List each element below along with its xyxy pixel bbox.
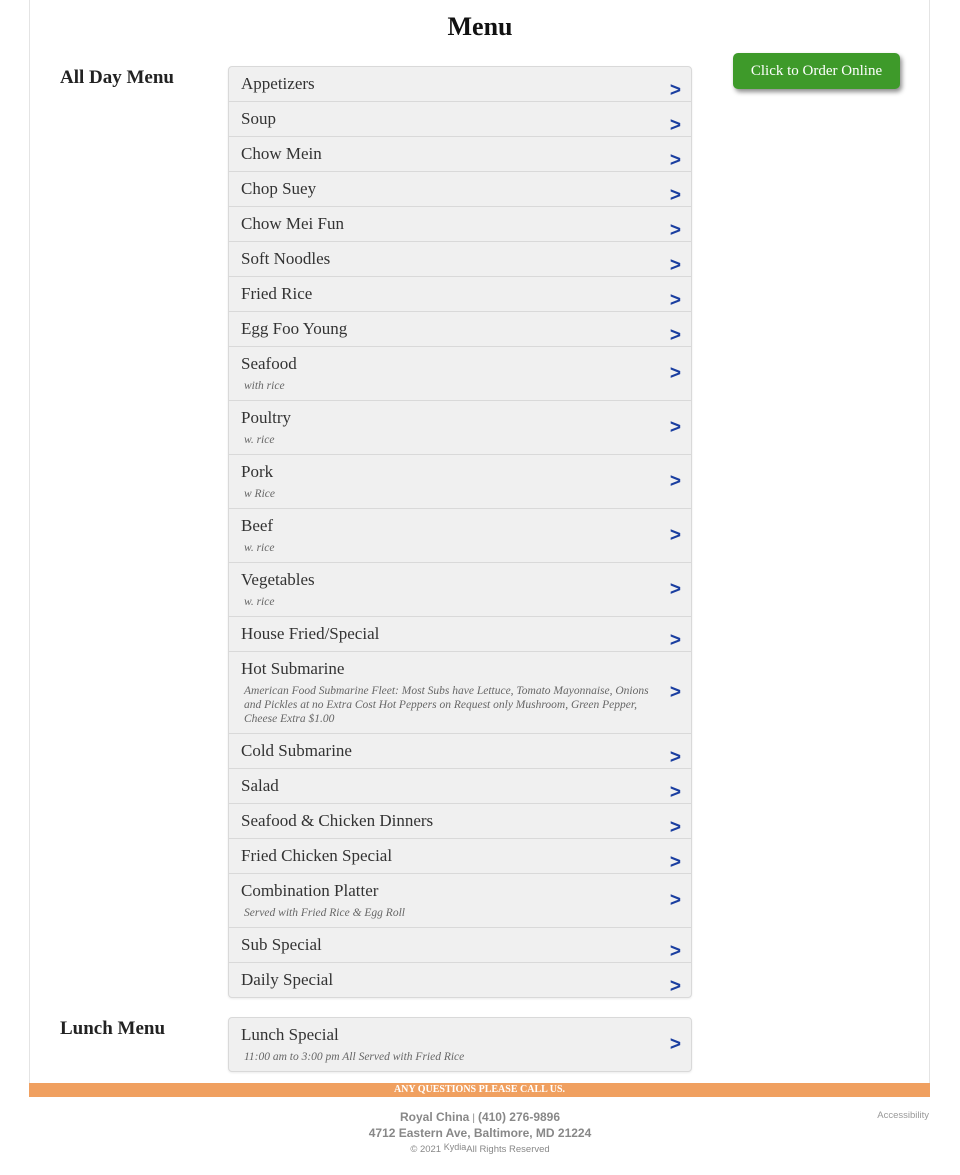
menu-item-name: Salad — [241, 776, 279, 795]
menu-item-fried-rice[interactable] — [229, 277, 691, 312]
kydia-link[interactable]: Kydia — [443, 1142, 467, 1152]
chevron-right-icon: > — [669, 150, 681, 171]
menu-item-name: Soup — [241, 109, 276, 128]
chevron-right-icon: > — [669, 115, 681, 136]
chevron-right-icon: > — [669, 416, 681, 438]
section-label-all-day: All Day Menu — [60, 67, 174, 88]
menu-item-name: Chow Mei Fun — [241, 214, 344, 233]
menu-item-vegetables[interactable] — [229, 563, 691, 617]
menu-item-name: Egg Foo Young — [241, 319, 348, 338]
menu-item-poultry[interactable] — [229, 401, 691, 455]
menu-item-soup[interactable] — [229, 102, 691, 137]
menu-item-soft-noodles[interactable] — [229, 242, 691, 277]
address: 4712 Eastern Ave, Baltimore, MD 21224 — [368, 1126, 592, 1140]
chevron-right-icon: > — [669, 325, 681, 346]
menu-item-daily-special[interactable] — [229, 963, 691, 997]
menu-item-fried-chicken-special[interactable] — [229, 839, 691, 874]
chevron-right-icon: > — [669, 941, 681, 962]
menu-item-description: w. rice — [244, 596, 275, 608]
menu-item-description: with rice — [244, 380, 285, 392]
chevron-right-icon: > — [669, 630, 681, 651]
chevron-right-icon: > — [669, 852, 681, 873]
menu-item-name: Seafood & Chicken Dinners — [241, 811, 434, 830]
menu-item-name: Daily Special — [241, 970, 334, 989]
menu-item-name: Chop Suey — [241, 179, 317, 198]
chevron-right-icon: > — [669, 817, 681, 838]
chevron-right-icon: > — [669, 782, 681, 803]
chevron-right-icon: > — [669, 1033, 681, 1055]
menu-item-name: House Fried/Special — [241, 624, 380, 643]
menu-item-seafood[interactable] — [229, 347, 691, 401]
menu-item-description: Served with Fried Rice & Egg Roll — [244, 907, 405, 919]
menu-item-seafood-and-chicken-dinners[interactable] — [229, 804, 691, 839]
menu-item-name: Poultry — [241, 408, 292, 427]
menu-item-name: Seafood — [241, 354, 297, 373]
menu-item-name: Pork — [241, 462, 274, 481]
menu-item-beef[interactable] — [229, 509, 691, 563]
menu-item-appetizers[interactable] — [229, 67, 691, 102]
menu-item-name: Fried Chicken Special — [241, 846, 393, 865]
questions-banner: ANY QUESTIONS PLEASE CALL US. — [29, 1083, 930, 1097]
order-online-button[interactable]: Click to Order Online — [733, 53, 900, 89]
chevron-right-icon: > — [669, 976, 681, 997]
footer-separator: | — [472, 1113, 475, 1124]
lunch-menu-list — [228, 1017, 692, 1072]
chevron-right-icon: > — [669, 362, 681, 384]
menu-item-salad[interactable] — [229, 769, 691, 804]
phone-link[interactable]: (410) 276-9896 — [477, 1110, 561, 1124]
menu-item-chow-mei-fun[interactable] — [229, 207, 691, 242]
menu-item-house-fried-special[interactable] — [229, 617, 691, 652]
menu-item-chop-suey[interactable] — [229, 172, 691, 207]
menu-item-chow-mein[interactable] — [229, 137, 691, 172]
menu-item-name: Hot Submarine — [241, 659, 345, 678]
chevron-right-icon: > — [669, 255, 681, 276]
all-day-menu-list — [228, 66, 692, 998]
menu-item-name: Soft Noodles — [241, 249, 331, 268]
menu-item-egg-foo-young[interactable] — [229, 312, 691, 347]
menu-item-description: w Rice — [244, 488, 275, 500]
menu-item-description: American Food Submarine Fleet: Most Subs have Lettuce, Tomato Mayonnaise, Onions and Pickles at no Extra Cost Hot Peppers on Request only Mushroom, Green Pepper, Cheese Extra $1.00 — [244, 685, 649, 725]
accessibility-link[interactable]: Accessibility — [877, 1110, 929, 1121]
chevron-right-icon: > — [669, 578, 681, 600]
chevron-right-icon: > — [669, 80, 681, 101]
chevron-right-icon: > — [669, 220, 681, 241]
chevron-right-icon: > — [669, 185, 681, 206]
menu-item-description: w. rice — [244, 434, 275, 446]
menu-item-name: Fried Rice — [241, 284, 313, 303]
page-title: Menu — [447, 12, 513, 41]
chevron-right-icon: > — [669, 524, 681, 546]
menu-item-lunch-special[interactable] — [229, 1018, 691, 1071]
menu-item-pork[interactable] — [229, 455, 691, 509]
business-name: Royal China — [399, 1110, 470, 1124]
menu-item-name: Appetizers — [241, 74, 315, 93]
menu-item-description: 11:00 am to 3:00 pm All Served with Fried Rice — [244, 1051, 465, 1063]
copyright: © 2021 — [410, 1144, 442, 1155]
chevron-right-icon: > — [669, 747, 681, 768]
menu-item-name: Beef — [241, 516, 274, 535]
rights-text: All Rights Reserved — [466, 1144, 550, 1155]
menu-item-name: Chow Mein — [241, 144, 322, 163]
section-label-lunch: Lunch Menu — [60, 1018, 166, 1039]
footer — [0, 1110, 960, 1155]
menu-item-combination-platter[interactable] — [229, 874, 691, 928]
chevron-right-icon: > — [669, 889, 681, 911]
menu-item-description: w. rice — [244, 542, 275, 554]
menu-item-name: Lunch Special — [241, 1025, 339, 1044]
menu-item-sub-special[interactable] — [229, 928, 691, 963]
menu-item-name: Cold Submarine — [241, 741, 352, 760]
menu-item-hot-submarine[interactable] — [229, 652, 691, 734]
chevron-right-icon: > — [669, 470, 681, 492]
chevron-right-icon: > — [669, 290, 681, 311]
menu-item-name: Combination Platter — [241, 881, 379, 900]
menu-item-cold-submarine[interactable] — [229, 734, 691, 769]
chevron-right-icon: > — [669, 681, 681, 703]
menu-item-name: Sub Special — [241, 935, 322, 954]
menu-item-name: Vegetables — [241, 570, 315, 589]
